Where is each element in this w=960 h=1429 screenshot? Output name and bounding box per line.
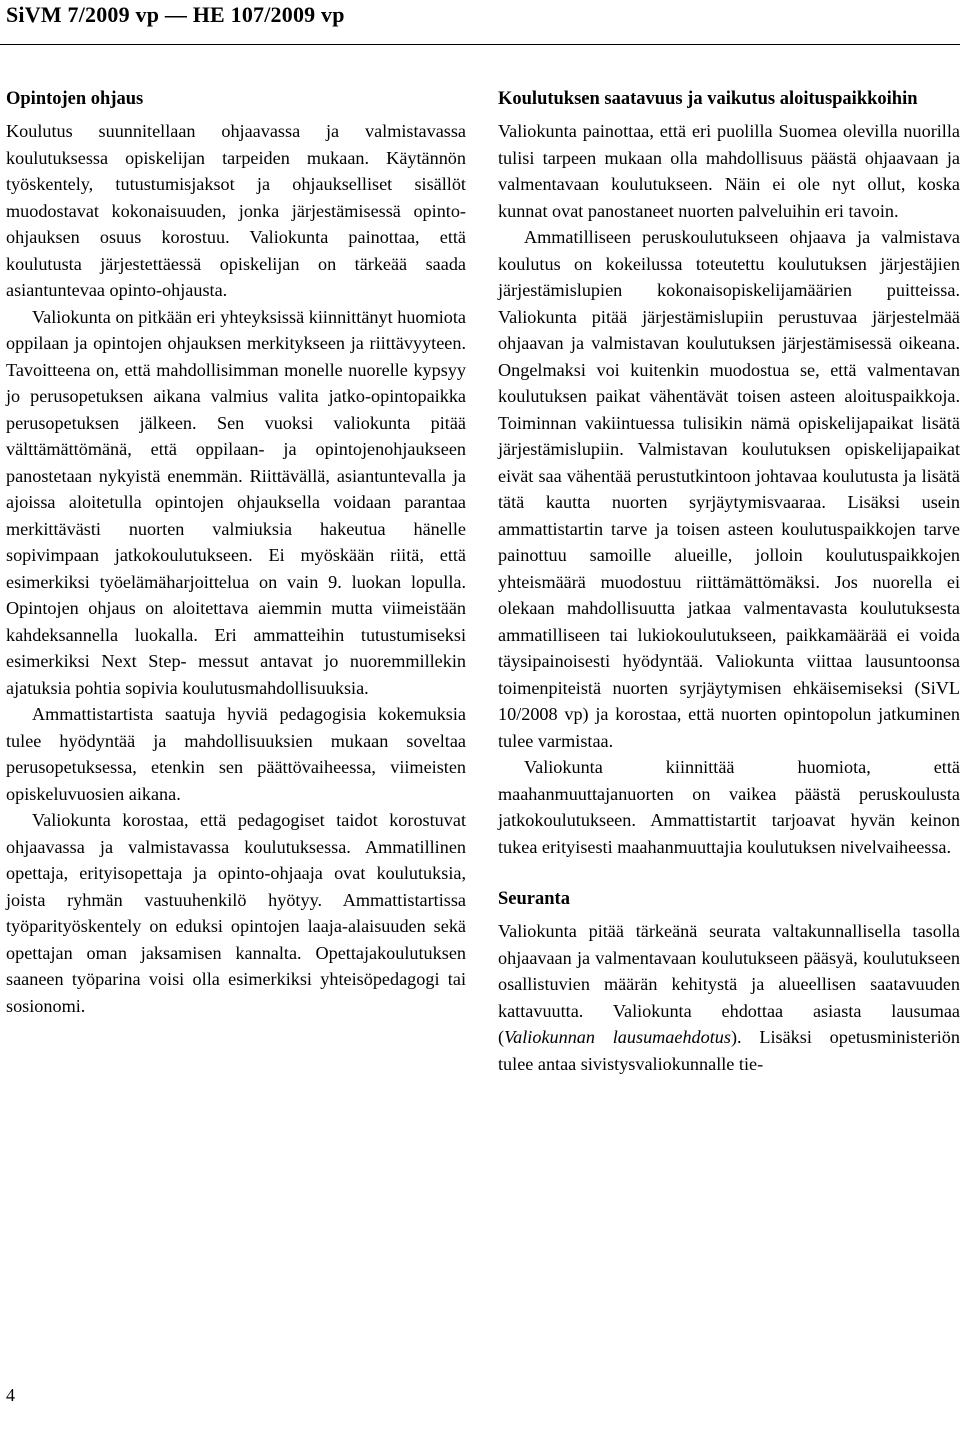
paragraph: Valiokunta on pitkään eri yhteyksissä kiinnittänyt huomiota oppilaan ja opintojen ohjauksen merkitykseen ja riittävyyteen. Tavoitteena on, että mahdollisimman monelle nuorelle kypsyy jo perusopetuksen aikana valmius valita jatko-opintopaikka perusopetuksen jälkeen. Sen vuoksi valiokunta pitää välttämättömänä, että oppilaan- ja opintojenohjaukseen panostetaan nykyistä enemmän. Riittävällä, asiantuntevalla ja ajoissa aloitetulla opintojen ohjauksella voidaan parantaa merkittävästi nuorten valmiuksia hakeutua hänelle sopivimpaan jatkokoulutukseen. Ei myöskään riitä, että esimerkiksi työelämäharjoittelua on vain 9. luokan lopulla. Opintojen ohjaus on aloitettava aiemmin mutta viimeistään kahdeksannella luokalla. Eri ammatteihin tutustumiseksi esimerkiksi Next Step- messut antavat jo nuoremmillekin ajatuksia pohtia sopivia koulutusmahdollisuuksia. xyxy=(6,306,466,698)
paragraph: Ammattistartista saatuja hyviä pedagogisia kokemuksia tulee hyödyntää ja mahdollisuuksien mukaan soveltaa perusopetuksessa, etenkin sen päättövaiheessa, viimeisten opiskeluvuosien aikana. xyxy=(6,704,466,804)
header-bar xyxy=(0,0,960,45)
right-column xyxy=(498,86,960,1077)
section-heading-koulutuksen-saatavuus: Koulutuksen saatavuus ja vaikutus aloituspaikkoihin xyxy=(498,89,918,109)
page-number: 4 xyxy=(6,1385,15,1405)
italic-reference: Valiokunnan lausumaehdotus xyxy=(504,1027,731,1047)
left-column xyxy=(6,86,466,1019)
document-title: SiVM 7/2009 vp — HE 107/2009 vp xyxy=(6,2,345,27)
section-heading-seuranta: Seuranta xyxy=(498,889,570,909)
paragraph: Ammatilliseen peruskoulutukseen ohjaava ja valmistava koulutus on kokeilussa toteutettu koulutuksen järjestäjien järjestämislupien kokonaisopiskelijamäärien puitteissa. Valiokunta pitää järjestämislupiin perustuvaa järjestelmää ohjaavan ja valmistavan koulutuksen järjestämisessä oikeana. Ongelmaksi voi kuitenkin muodostua se, että valmentavan koulutuksen paikat vähentävät toisen asteen aloituspaikkoja. Toiminnan vakiintuessa tulisikin nämä opiskelijapaikat lisätä järjestämislupiin. Valmistavan koulutuksen opiskelijapaikat eivät saa vähentää perustutkintoon johtavaa koulutusta ja lisätä tätä kautta nuorten syrjäytymisvaaraa. Lisäksi usein ammattistartin tarve ja toisen asteen koulutuspaikkojen tarve painottuu samoille alueille, jolloin koulutuspaikkojen yhteismäärä muodostuu riittämättömäksi. Jos nuorella ei olekaan mahdollisuutta jatkaa valmentavasta koulutuksesta ammatilliseen tai lukiokoulutukseen, paikkamäärää ei voida täysipainoisesti hyödyntää. Valiokunta viittaa lausuntoonsa toimenpiteistä nuorten syrjäytymisen ehkäisemiseksi (SiVL 10/2008 vp) ja korostaa, että nuorten opintopolun jatkuminen tulee varmistaa. xyxy=(498,227,960,751)
section-heading-opintojen-ohjaus: Opintojen ohjaus xyxy=(6,89,144,109)
paragraph-text: Valiokunta pitää tärkeänä seurata valtakunnallisella tasolla ohjaavaan ja valmentavaan koulutukseen pääsyä, koulutukseen osallistuvien määrän kehitystä ja alueellisen saatavuuden kattavuutta. Valiokunta ehdottaa asiasta lausumaa ( xyxy=(498,921,960,1047)
paragraph-seuranta xyxy=(498,918,960,1077)
paragraph-text: ). Lisäksi opetusministeriön tulee antaa sivistysvaliokunnalle tie- xyxy=(498,1027,960,1074)
paragraph: Valiokunta korostaa, että pedagogiset taidot korostuvat ohjaavassa ja valmistavassa koulutuksessa. Ammatillinen opettaja, erityisopettaja ja opinto-ohjaaja ovat koulutuksia, joista ryhmän vastuuhenkilö hyötyy. Ammattistartissa työparityöskentely on eduksi opintojen laaja-alaisuuden sekä opettajan oman jaksamisen kannalta. Opettajakoulutuksen saaneen työparina voisi olla esimerkiksi yhteisöpedagogi tai sosionomi. xyxy=(6,810,466,1016)
paragraph: Valiokunta kiinnittää huomiota, että maahanmuuttajanuorten on vaikea päästä peruskoulusta jatkokoulutukseen. Ammattistartit tarjoavat hyvän keinon tukea erityisesti maahanmuuttajia koulutuksen nivelvaiheessa. xyxy=(498,757,960,857)
section-spacer xyxy=(498,860,960,886)
paragraph: Koulutus suunnitellaan ohjaavassa ja valmistavassa koulutuksessa opiskelijan tarpeiden mukaan. Käytännön työskentely, tutustumisjaksot ja ohjaukselliset sisällöt muodostavat kokonaisuuden, jonka järjestämisessä opinto-ohjauksen osuus korostuu. Valiokunta painottaa, että koulutusta järjestettäessä opiskelijan on tärkeää saada asiantuntevaa opinto-ohjausta. xyxy=(6,121,466,300)
paragraph: Valiokunta painottaa, että eri puolilla Suomea olevilla nuorilla tulisi tarpeen mukaan olla mahdollisuus päästä ohjaavaan ja valmentavaan koulutukseen. Näin ei ole nyt ollut, koska kunnat ovat panostaneet nuorten palveluihin eri tavoin. xyxy=(498,121,960,221)
